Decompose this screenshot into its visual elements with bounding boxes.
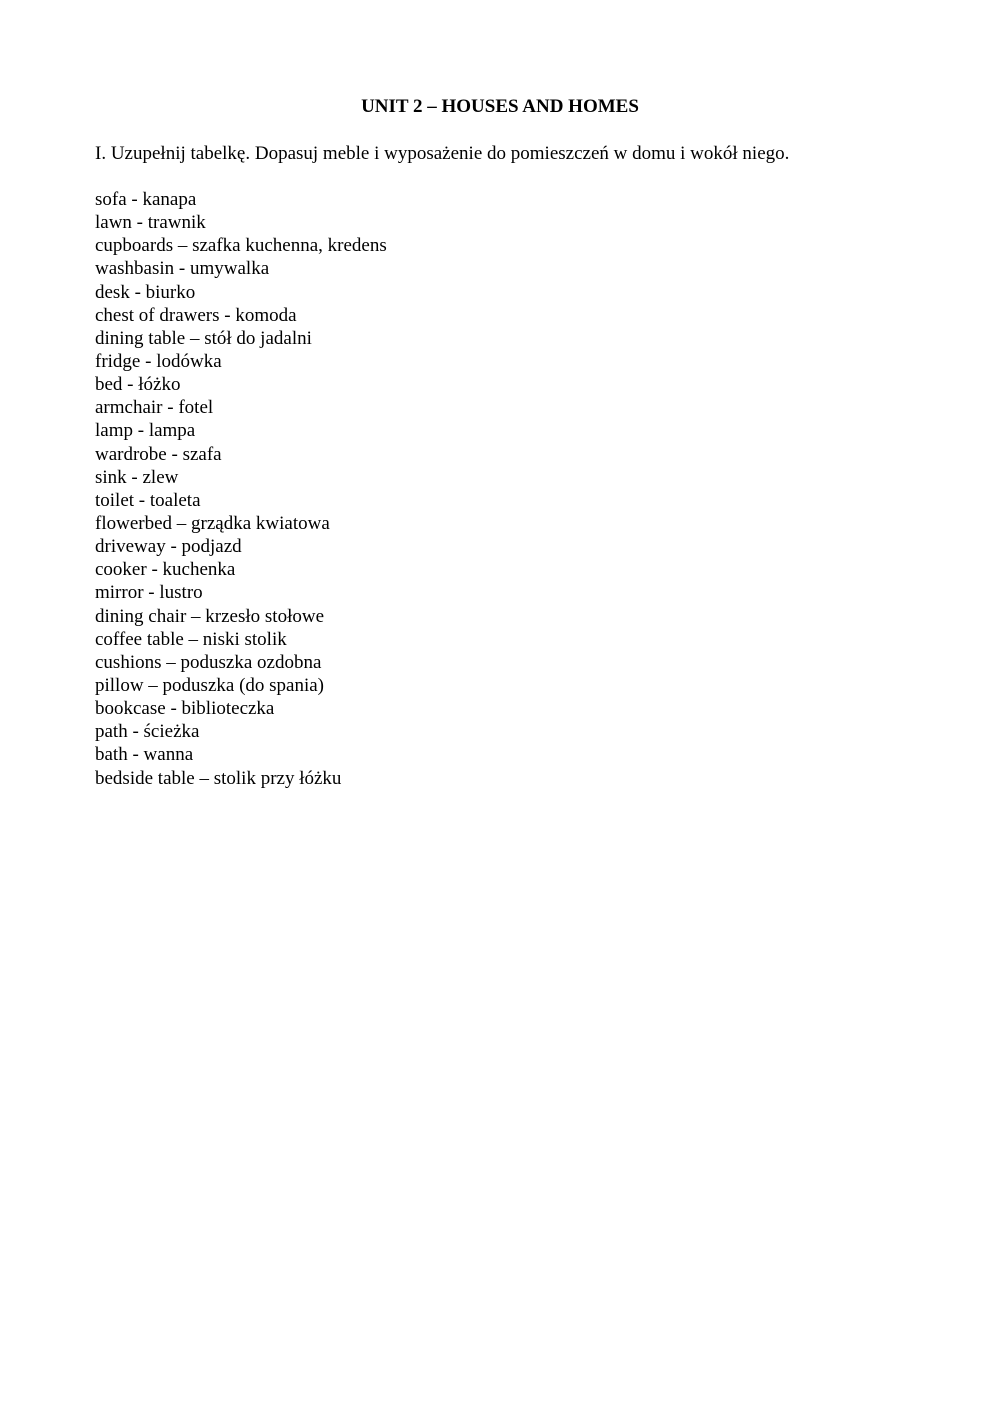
list-item: cooker - kuchenka — [95, 559, 236, 581]
list-item: path - ścieżka — [95, 721, 200, 743]
list-item: toilet - toaleta — [95, 489, 201, 511]
list-item: wardrobe - szafa — [95, 443, 222, 465]
list-item: armchair - fotel — [95, 397, 214, 419]
list-item: pillow – poduszka (do spania) — [95, 674, 325, 696]
list-item: washbasin - umywalka — [95, 258, 270, 280]
list-item: chest of drawers - komoda — [95, 304, 297, 326]
list-item: bath - wanna — [95, 744, 194, 766]
list-item: flowerbed – grządka kwiatowa — [95, 512, 330, 534]
list-item: lamp - lampa — [95, 420, 196, 442]
list-item: bed - łóżko — [95, 374, 181, 396]
list-item: bookcase - biblioteczka — [95, 698, 275, 720]
list-item: cushions – poduszka ozdobna — [95, 651, 322, 673]
list-item: dining table – stół do jadalni — [95, 327, 312, 349]
list-item: sofa - kanapa — [95, 189, 197, 210]
list-item: cupboards – szafka kuchenna, kredens — [95, 235, 387, 257]
list-item: mirror - lustro — [95, 582, 203, 604]
list-item: sink - zlew — [95, 466, 179, 488]
list-item: dining chair – krzesło stołowe — [95, 605, 325, 627]
list-item: lawn - trawnik — [95, 212, 206, 234]
page-title: UNIT 2 – HOUSES AND HOMES — [361, 96, 639, 117]
list-item: bedside table – stolik przy łóżku — [95, 767, 342, 789]
exercise-instruction: I. Uzupełnij tabelkę. Dopasuj meble i wyposażenie do pomieszczeń w domu i wokół niego. — [95, 143, 790, 164]
list-item: desk - biurko — [95, 281, 196, 303]
list-item: fridge - lodówka — [95, 350, 222, 372]
list-item: driveway - podjazd — [95, 536, 242, 558]
list-item: coffee table – niski stolik — [95, 628, 287, 650]
vocabulary-list — [95, 188, 387, 790]
